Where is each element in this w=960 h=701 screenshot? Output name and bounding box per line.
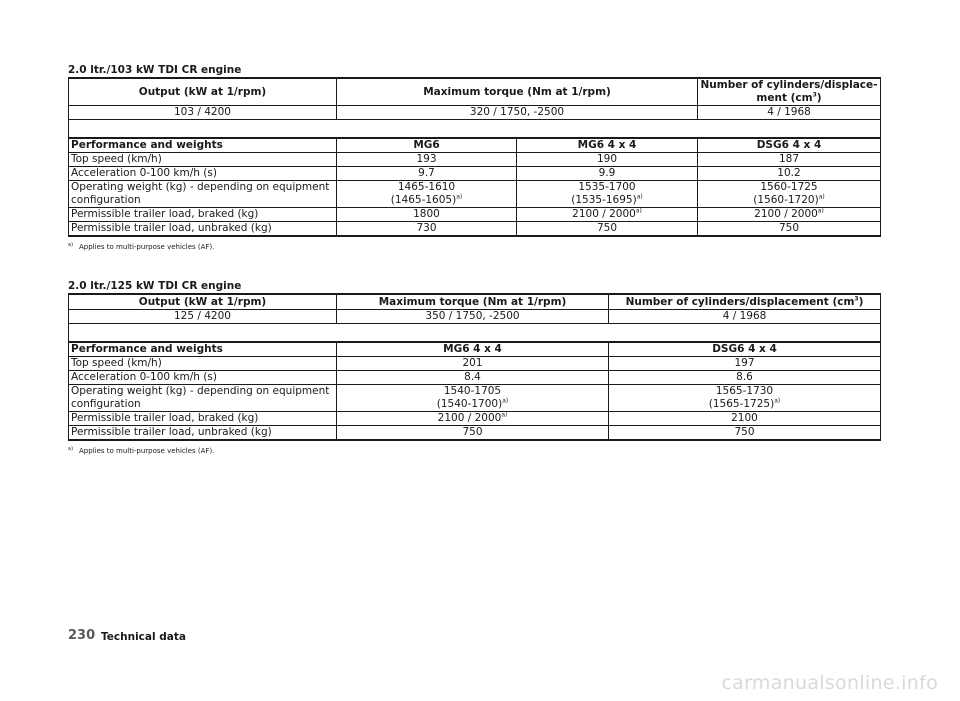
table-row (69, 412, 881, 426)
header-cylinders: Number of cylinders/displacement $(cm^3)$ (609, 294, 881, 310)
table-cell: 8.6 (609, 371, 881, 385)
row-label-acceleration: Acceleration 0-100 km/h (s) (69, 371, 337, 385)
value-cylinders: 4 / 1968 (698, 106, 881, 120)
table-cell: 2100 (609, 412, 881, 426)
table-cell: 190 (517, 153, 698, 167)
page-section-label: Technical data (101, 631, 186, 643)
engine-section-125kw (68, 279, 880, 457)
table-cell: 750 (698, 222, 881, 237)
table-spacer (69, 324, 881, 343)
table-cell: 1540-1705 (1540-1700)$^{a)}$ (337, 385, 609, 412)
row-label-operating-weight: Operating weight (kg) - depending on equipment configuration (69, 385, 337, 412)
table-cell: 1465-1610 (1465-1605)$^{a)}$ (337, 181, 517, 208)
perf-table-125kw (68, 323, 881, 441)
value-cylinders: 4 / 1968 (609, 310, 881, 324)
spec-table-125kw (68, 293, 881, 324)
table-cell: 750 (517, 222, 698, 237)
spec-values-row (69, 106, 881, 120)
engine-section-103kw (68, 63, 880, 253)
table-cell: 730 (337, 222, 517, 237)
table-spacer (69, 120, 881, 139)
table-cell: 201 (337, 357, 609, 371)
header-output: Output (kW at 1/rpm) (69, 78, 337, 106)
section-title: 2.0 ltr./103 kW TDI CR engine (68, 64, 242, 76)
table-row (69, 385, 881, 412)
value-output: 103 / 4200 (69, 106, 337, 120)
table-cell: 2100 / 2000$^{a)}$ (517, 208, 698, 222)
spec-header-row (69, 294, 881, 310)
table-cell: 197 (609, 357, 881, 371)
table-cell: 9.7 (337, 167, 517, 181)
row-label-trailer-braked: Permissible trailer load, braked (kg) (69, 208, 337, 222)
row-label-trailer-braked: Permissible trailer load, braked (kg) (69, 412, 337, 426)
footnote: $^{a)}$ Applies to multi-purpose vehicles (AF). (68, 241, 215, 251)
table-cell: 2100 / 2000$^{a)}$ (698, 208, 881, 222)
row-label-acceleration: Acceleration 0-100 km/h (s) (69, 167, 337, 181)
header-performance: Performance and weights (69, 138, 337, 153)
table-row (69, 371, 881, 385)
section-title: 2.0 ltr./125 kW TDI CR engine (68, 280, 242, 292)
table-cell: 9.9 (517, 167, 698, 181)
table-cell: 187 (698, 153, 881, 167)
table-row (69, 222, 881, 237)
table-row (69, 153, 881, 167)
spec-header-row (69, 78, 881, 106)
perf-header-row (69, 342, 881, 357)
value-output: 125 / 4200 (69, 310, 337, 324)
table-cell: 10.2 (698, 167, 881, 181)
header-torque: Maximum torque (Nm at 1/rpm) (337, 78, 698, 106)
spec-values-row (69, 310, 881, 324)
table-cell: 193 (337, 153, 517, 167)
table-row (69, 181, 881, 208)
row-label-trailer-unbraked: Permissible trailer load, unbraked (kg) (69, 426, 337, 441)
table-cell: 750 (609, 426, 881, 441)
table-row (69, 357, 881, 371)
table-row (69, 426, 881, 441)
header-mg6: MG6 (337, 138, 517, 153)
header-dsg6-4x4: DSG6 4 x 4 (609, 342, 881, 357)
table-row (69, 208, 881, 222)
header-mg6-4x4: MG6 4 x 4 (337, 342, 609, 357)
header-dsg6-4x4: DSG6 4 x 4 (698, 138, 881, 153)
header-cylinders: Number of cylinders/displace- ment $(cm^3)$ (698, 78, 881, 106)
table-cell: 1560-1725 (1560-1720)$^{a)}$ (698, 181, 881, 208)
table-cell: 1565-1730 (1565-1725)$^{a)}$ (609, 385, 881, 412)
table-cell: 1535-1700 (1535-1695)$^{a)}$ (517, 181, 698, 208)
spec-table-103kw (68, 77, 881, 120)
row-label-operating-weight: Operating weight (kg) - depending on equipment configuration (69, 181, 337, 208)
page-number: 230 (68, 628, 96, 643)
row-label-trailer-unbraked: Permissible trailer load, unbraked (kg) (69, 222, 337, 237)
value-torque: 320 / 1750, -2500 (337, 106, 698, 120)
table-cell: 8.4 (337, 371, 609, 385)
header-mg6-4x4: MG6 4 x 4 (517, 138, 698, 153)
header-performance: Performance and weights (69, 342, 337, 357)
header-torque: Maximum torque (Nm at 1/rpm) (337, 294, 609, 310)
table-row (69, 167, 881, 181)
value-torque: 350 / 1750, -2500 (337, 310, 609, 324)
row-label-top-speed: Top speed (km/h) (69, 357, 337, 371)
row-label-top-speed: Top speed (km/h) (69, 153, 337, 167)
watermark-text: carmanualsonline.info (721, 672, 938, 694)
perf-header-row (69, 138, 881, 153)
table-cell: 750 (337, 426, 609, 441)
perf-table-103kw (68, 119, 881, 237)
header-output: Output (kW at 1/rpm) (69, 294, 337, 310)
footnote: $^{a)}$ Applies to multi-purpose vehicles (AF). (68, 445, 215, 455)
table-cell: 1800 (337, 208, 517, 222)
table-cell: 2100 / 2000$^{a)}$ (337, 412, 609, 426)
